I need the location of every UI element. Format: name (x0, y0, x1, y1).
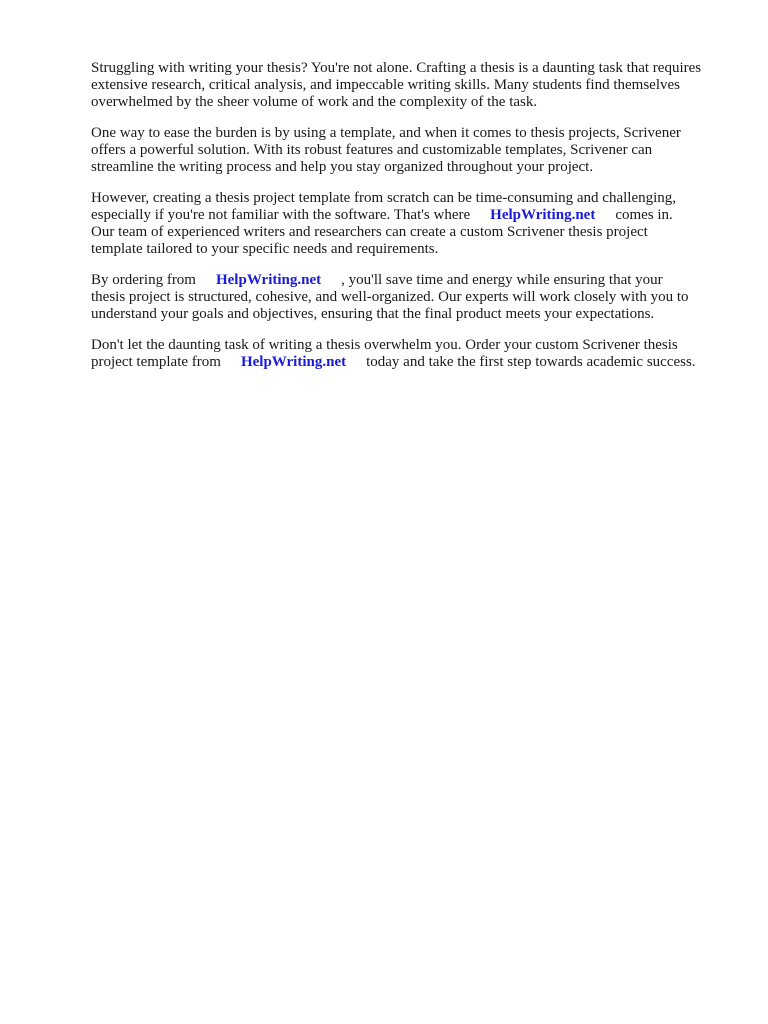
paragraph-line: understand your goals and objectives, ensuring that the final product meets your expectations. (91, 306, 655, 322)
paragraph-text: project template from (91, 354, 221, 370)
paragraph-line (91, 272, 741, 289)
paragraph-line: Struggling with writing your thesis? You're not alone. Crafting a thesis is a daunting task that requires (91, 60, 702, 76)
paragraph-line: Our team of experienced writers and researchers can create a custom Scrivener thesis project (91, 224, 648, 240)
paragraph-text: , you'll save time and energy while ensuring that your (341, 272, 663, 288)
paragraph-line (91, 354, 741, 371)
paragraph-text: especially if you're not familiar with the software. That's where (91, 207, 471, 223)
helpwriting-link[interactable]: HelpWriting.net (240, 354, 347, 370)
paragraph-line: However, creating a thesis project template from scratch can be time-consuming and challenging, (91, 190, 677, 206)
helpwriting-link[interactable]: HelpWriting.net (215, 272, 322, 288)
paragraph-2 (91, 125, 741, 176)
paragraph-line: overwhelmed by the sheer volume of work and the complexity of the task. (91, 94, 538, 110)
paragraph-5 (91, 337, 741, 371)
paragraph-text: today and take the first step towards academic success. (366, 354, 696, 370)
helpwriting-link[interactable]: HelpWriting.net (490, 207, 596, 223)
paragraph-text: comes in. (615, 207, 673, 223)
paragraph-4 (91, 272, 741, 323)
paragraph-line: streamline the writing process and help you stay organized throughout your project. (91, 159, 594, 175)
paragraph-text: By ordering from (91, 272, 196, 288)
document-body (91, 60, 741, 385)
paragraph-line (91, 207, 741, 224)
paragraph-1 (91, 60, 741, 111)
paragraph-line: extensive research, critical analysis, and impeccable writing skills. Many students find themselves (91, 77, 680, 93)
paragraph-line: Don't let the daunting task of writing a thesis overwhelm you. Order your custom Scrivener thesis (91, 337, 678, 353)
paragraph-3 (91, 190, 741, 258)
paragraph-line: offers a powerful solution. With its robust features and customizable templates, Scrivener can (91, 142, 653, 158)
paragraph-line: template tailored to your specific needs and requirements. (91, 241, 439, 257)
paragraph-line: One way to ease the burden is by using a template, and when it comes to thesis projects, Scrivener (91, 125, 681, 141)
paragraph-line: thesis project is structured, cohesive, and well-organized. Our experts will work closely with you to (91, 289, 689, 305)
